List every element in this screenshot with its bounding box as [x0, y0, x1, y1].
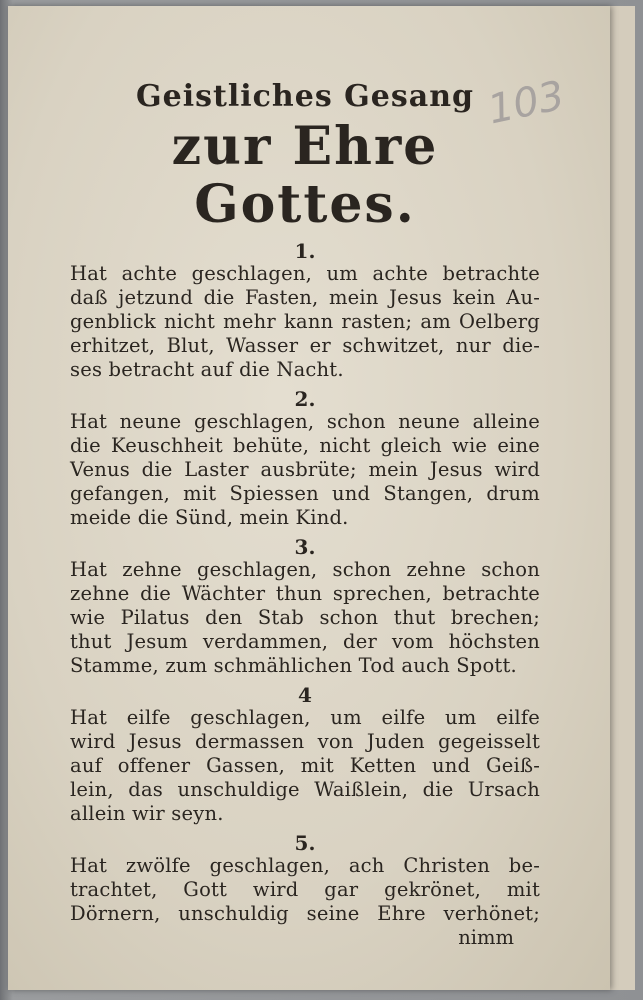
verse-line: trachtet, Gott wird gar gekrönet, mit — [70, 878, 540, 901]
verse-number: 5. — [294, 831, 316, 855]
verse-number: 4 — [298, 683, 312, 707]
verse-line: wird Jesus dermassen von Juden gegeisselt — [70, 730, 540, 753]
catchword: nimm — [458, 926, 514, 949]
verse-line: auf offener Gassen, mit Ketten und Geiß- — [70, 754, 540, 777]
verse-line: Venus die Laster ausbrüte; mein Jesus wird — [70, 458, 540, 481]
verse-number: 2. — [294, 387, 316, 411]
verse-line: zehne die Wächter thun sprechen, betrachte — [70, 582, 540, 605]
verse-line: Stamme, zum schmählichen Tod auch Spott. — [70, 654, 517, 677]
verse-line: thut Jesum verdammen, der vom höchsten — [70, 630, 540, 653]
verse-number: 3. — [294, 535, 316, 559]
verse-line: Hat neune geschlagen, schon neune alleine — [70, 410, 540, 433]
verse-line: Hat achte geschlagen, um achte betrachte — [70, 262, 540, 285]
verse-line: erhitzet, Blut, Wasser er schwitzet, nur die- — [70, 334, 540, 357]
verse-3 — [70, 536, 540, 678]
verse-line: gefangen, mit Spiessen und Stangen, drum — [70, 482, 540, 505]
verse-line: Dörnern, unschuldig seine Ehre verhönet; — [70, 902, 540, 925]
verse-line: Hat eilfe geschlagen, um eilfe um eilfe — [70, 706, 540, 729]
verse-line: ses betracht auf die Nacht. — [70, 358, 344, 381]
verse-line: genblick nicht mehr kann rasten; am Oelberg — [70, 310, 540, 333]
title-line-1: Geistliches Gesang — [136, 79, 474, 114]
verse-5 — [70, 832, 540, 926]
verse-line: Hat zwölfe geschlagen, ach Christen be- — [70, 854, 540, 877]
verse-2 — [70, 388, 540, 530]
verse-line: meide die Sünd, mein Kind. — [70, 506, 349, 529]
verse-line: daß jetzund die Fasten, mein Jesus kein Au- — [70, 286, 540, 309]
page-content — [70, 70, 540, 950]
verse-4 — [70, 684, 540, 826]
verse-line: allein wir seyn. — [70, 802, 224, 825]
verse-1 — [70, 240, 540, 382]
verse-line: wie Pilatus den Stab schon thut brechen; — [70, 606, 540, 629]
handwritten-annotation: 103 — [484, 72, 569, 134]
verse-line: Hat zehne geschlagen, schon zehne schon — [70, 558, 540, 581]
title-line-2: zur Ehre Gottes. — [171, 116, 439, 235]
verse-line: lein, das unschuldige Waißlein, die Ursach — [70, 778, 540, 801]
verse-number: 1. — [294, 239, 316, 263]
verse-line: die Keuschheit behüte, nicht gleich wie eine — [70, 434, 540, 457]
